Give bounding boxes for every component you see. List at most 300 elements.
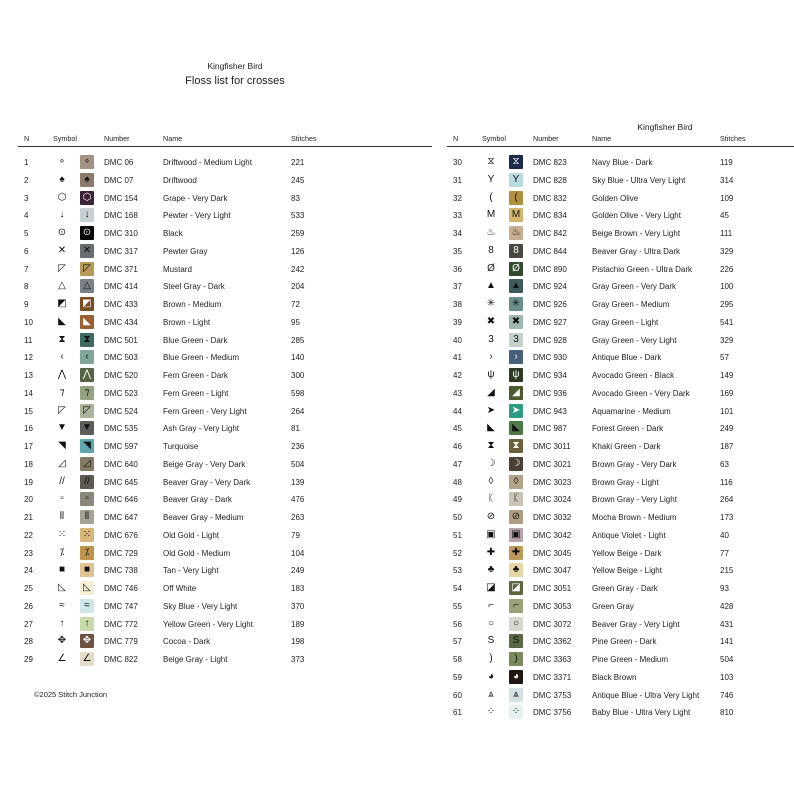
floss-row — [429, 546, 794, 563]
color-swatch: ≈ — [80, 599, 94, 613]
row-number: 7 — [24, 264, 29, 274]
floss-number: DMC 927 — [533, 317, 567, 327]
row-number: 55 — [453, 601, 462, 611]
floss-number: DMC 3371 — [533, 672, 572, 682]
stitch-count: 746 — [720, 690, 734, 700]
floss-number: DMC 3045 — [533, 548, 572, 558]
floss-row — [429, 404, 794, 421]
floss-name: Beaver Gray - Medium — [163, 513, 244, 522]
stitch-count: 370 — [291, 601, 305, 611]
floss-number: DMC 676 — [104, 530, 138, 540]
floss-name: Black — [163, 229, 183, 238]
floss-symbol-icon: 8 — [488, 244, 494, 256]
floss-symbol-icon: ♣ — [487, 564, 495, 576]
floss-row — [429, 652, 794, 669]
floss-name: Brown Gray - Very Light — [592, 495, 677, 505]
floss-number: DMC 3021 — [533, 459, 572, 469]
row-number: 23 — [24, 548, 33, 558]
color-swatch: ⦀ — [80, 510, 94, 524]
color-swatch: ↓ — [80, 208, 94, 222]
stitch-count: 295 — [720, 300, 734, 309]
floss-row — [0, 386, 420, 403]
floss-row — [429, 226, 794, 243]
color-swatch: S — [509, 634, 523, 648]
floss-number: DMC 926 — [533, 300, 567, 309]
row-number: 14 — [24, 388, 33, 398]
floss-name: Yellow Green - Very Light — [163, 619, 253, 629]
floss-symbol-icon: ⊘ — [486, 511, 496, 522]
row-number: 18 — [24, 459, 33, 469]
color-swatch: ▣ — [509, 528, 523, 542]
stitch-count: 249 — [720, 424, 734, 434]
floss-name: Baby Blue - Ultra Very Light — [592, 708, 691, 718]
row-number: 13 — [24, 371, 33, 380]
stitch-count: 109 — [720, 193, 734, 203]
color-swatch: ⬡ — [80, 191, 94, 205]
row-number: 37 — [453, 282, 462, 292]
floss-symbol-icon: ☽ — [486, 457, 496, 469]
floss-symbol-icon: ◣ — [58, 315, 66, 327]
floss-symbol-icon: ↑ — [59, 617, 65, 629]
floss-symbol-icon: ◩ — [57, 298, 67, 309]
floss-symbol-icon: ▫ — [60, 493, 64, 505]
floss-row — [429, 510, 794, 527]
floss-row — [429, 475, 794, 492]
floss-name: Gray Green - Very Light — [592, 335, 677, 345]
floss-name: Golden Olive - Very Light — [592, 211, 681, 221]
floss-symbol-icon: ◸ — [58, 262, 66, 274]
floss-symbol-icon: ➤ — [486, 404, 496, 416]
stitch-count: 169 — [720, 388, 734, 398]
stitch-count: 263 — [291, 513, 305, 522]
floss-name: Pine Green - Medium — [592, 655, 669, 664]
color-swatch: ⌐ — [509, 599, 523, 613]
floss-symbol-icon: S — [487, 635, 495, 647]
floss-number: DMC 3032 — [533, 513, 572, 522]
floss-number: DMC 3756 — [533, 708, 572, 718]
stitch-count: 116 — [720, 477, 733, 487]
stitch-count: 598 — [291, 388, 305, 398]
floss-number: DMC 3042 — [533, 530, 572, 540]
color-swatch: ✳ — [509, 297, 523, 311]
stitch-count: 140 — [291, 353, 305, 363]
floss-name: Antique Violet - Light — [592, 530, 666, 540]
floss-row — [0, 404, 420, 421]
row-number: 6 — [24, 246, 29, 256]
header-n: N — [453, 134, 459, 143]
floss-symbol-icon: ↓ — [59, 209, 65, 221]
row-number: 48 — [453, 477, 462, 487]
floss-symbol-icon: ▲ — [486, 280, 496, 292]
row-number: 2 — [24, 175, 29, 185]
floss-row — [0, 315, 420, 332]
color-swatch: ⧗ — [80, 333, 94, 347]
color-swatch: ✚ — [509, 546, 523, 560]
floss-symbol-icon: ⩓ — [488, 688, 494, 700]
floss-symbol-icon: 3 — [488, 333, 494, 345]
floss-row — [429, 350, 794, 367]
floss-name: Fern Green - Dark — [163, 371, 228, 380]
floss-name: Beaver Gray - Very Light — [592, 619, 680, 629]
color-swatch: ◿ — [80, 457, 94, 471]
floss-name: Green Gray — [592, 601, 634, 611]
color-swatch: ) — [509, 652, 523, 666]
stitch-count: 533 — [291, 211, 305, 221]
color-swatch: 8 — [509, 244, 523, 258]
floss-row — [429, 439, 794, 456]
floss-name: Sky Blue - Ultra Very Light — [592, 175, 686, 185]
row-number: 1 — [24, 158, 29, 167]
stitch-count: 173 — [720, 513, 734, 522]
row-number: 58 — [453, 655, 462, 664]
stitch-count: 198 — [291, 637, 305, 647]
floss-number: DMC 523 — [104, 388, 138, 398]
floss-symbol-icon: ♠ — [59, 173, 65, 185]
floss-row — [0, 279, 420, 296]
floss-row — [0, 510, 420, 527]
color-swatch: ⩓ — [509, 688, 523, 702]
floss-number: DMC 168 — [104, 211, 138, 221]
floss-name: Gray Green - Medium — [592, 300, 670, 309]
row-number: 9 — [24, 300, 29, 309]
floss-name: Mustard — [163, 264, 192, 274]
stitch-count: 264 — [720, 495, 734, 505]
floss-symbol-icon: ‹ — [60, 351, 64, 363]
color-swatch: › — [509, 350, 523, 364]
row-number: 19 — [24, 477, 33, 487]
floss-row — [0, 457, 420, 474]
floss-row — [0, 492, 420, 509]
row-number: 53 — [453, 566, 462, 576]
floss-symbol-icon: ◕ — [487, 670, 495, 682]
floss-symbol-icon: ⁊ — [59, 386, 65, 398]
floss-row — [429, 155, 794, 172]
floss-number: DMC 943 — [533, 406, 567, 416]
floss-name: Antique Blue - Ultra Very Light — [592, 690, 700, 700]
stitch-count: 63 — [720, 459, 729, 469]
floss-row — [0, 155, 420, 172]
floss-name: Old Gold - Medium — [163, 548, 231, 558]
floss-number: DMC 842 — [533, 229, 567, 238]
stitch-count: 103 — [720, 672, 734, 682]
color-swatch: ♨ — [509, 226, 523, 240]
color-swatch: ◕ — [509, 670, 523, 684]
header-n: N — [24, 134, 30, 143]
stitch-count: 104 — [291, 548, 305, 558]
floss-number: DMC 647 — [104, 513, 138, 522]
color-swatch: ✕ — [80, 244, 94, 258]
color-swatch: ↑ — [80, 617, 94, 631]
color-swatch: ✥ — [80, 634, 94, 648]
floss-number: DMC 317 — [104, 246, 138, 256]
color-swatch: ◊ — [509, 475, 523, 489]
color-swatch: ∘ — [80, 155, 94, 169]
color-swatch: ⋀ — [80, 368, 94, 382]
floss-number: DMC 738 — [104, 566, 138, 576]
floss-symbol-icon: ⁒ — [59, 546, 65, 558]
row-number: 20 — [24, 495, 33, 505]
stitch-count: 187 — [720, 442, 734, 451]
floss-row — [0, 652, 420, 669]
floss-name: Fern Green - Very Light — [163, 406, 247, 416]
floss-name: Avocado Green - Very Dark — [592, 388, 690, 398]
header-name: Name — [592, 134, 612, 143]
row-number: 59 — [453, 672, 462, 682]
header-number: Number — [533, 134, 559, 143]
floss-name: Blue Green - Medium — [163, 353, 240, 363]
stitch-count: 329 — [720, 335, 734, 345]
stitch-count: 93 — [720, 584, 729, 593]
floss-name: Pewter - Very Light — [163, 211, 231, 221]
floss-row — [429, 244, 794, 261]
row-number: 24 — [24, 566, 33, 576]
row-number: 35 — [453, 246, 462, 256]
floss-row — [429, 368, 794, 385]
row-number: 21 — [24, 513, 33, 522]
floss-name: Yellow Beige - Dark — [592, 548, 662, 558]
row-number: 45 — [453, 424, 462, 434]
floss-symbol-icon: ◪ — [486, 582, 496, 593]
row-number: 3 — [24, 193, 29, 203]
floss-number: DMC 535 — [104, 424, 138, 434]
floss-name: Black Brown — [592, 672, 637, 682]
color-swatch: M — [509, 208, 523, 222]
stitch-count: 57 — [720, 353, 729, 363]
row-number: 46 — [453, 442, 462, 451]
floss-row — [0, 368, 420, 385]
row-number: 42 — [453, 371, 462, 380]
row-number: 44 — [453, 406, 462, 416]
color-swatch: ⁙ — [80, 528, 94, 542]
row-number: 52 — [453, 548, 462, 558]
stitch-count: 72 — [291, 300, 300, 309]
floss-number: DMC 3023 — [533, 477, 572, 487]
floss-symbol-icon: ◿ — [58, 457, 66, 469]
color-swatch: ◸ — [80, 262, 94, 276]
floss-symbol-icon: › — [489, 351, 493, 363]
floss-symbol-icon: ◢ — [487, 386, 495, 398]
floss-symbol-icon: ◊ — [488, 475, 494, 487]
floss-name: Off White — [163, 584, 197, 593]
floss-number: DMC 07 — [104, 175, 134, 185]
floss-row — [0, 563, 420, 580]
floss-name: Mocha Brown - Medium — [592, 513, 677, 522]
floss-name: Pine Green - Dark — [592, 637, 657, 647]
floss-number: DMC 928 — [533, 335, 567, 345]
color-swatch: ⁒ — [80, 546, 94, 560]
floss-number: DMC 832 — [533, 193, 567, 203]
floss-symbol-icon: ⌐ — [488, 599, 494, 611]
floss-row — [0, 528, 420, 545]
copyright-notice: ©2025 Stitch Junction — [34, 690, 108, 699]
floss-symbol-icon: ∘ — [58, 156, 66, 167]
floss-number: DMC 414 — [104, 282, 138, 292]
row-number: 60 — [453, 690, 462, 700]
stitch-count: 300 — [291, 371, 305, 380]
floss-row — [0, 475, 420, 492]
color-swatch: ▼ — [80, 421, 94, 435]
color-swatch: 3 — [509, 333, 523, 347]
color-swatch: △ — [80, 279, 94, 293]
floss-row — [0, 244, 420, 261]
row-number: 32 — [453, 193, 462, 203]
floss-row — [429, 528, 794, 545]
floss-number: DMC 646 — [104, 495, 138, 505]
row-number: 51 — [453, 530, 462, 540]
floss-number: DMC 371 — [104, 264, 138, 274]
floss-number: DMC 890 — [533, 264, 567, 274]
floss-number: DMC 987 — [533, 424, 567, 434]
stitch-count: 314 — [720, 175, 734, 185]
color-swatch: ■ — [80, 563, 94, 577]
floss-number: DMC 844 — [533, 246, 567, 256]
floss-number: DMC 3363 — [533, 655, 572, 664]
floss-name: Pistachio Green - Ultra Dark — [592, 264, 693, 274]
floss-symbol-icon: ♨ — [486, 227, 496, 238]
color-swatch: ♠ — [80, 173, 94, 187]
floss-row — [0, 439, 420, 456]
floss-number: DMC 501 — [104, 335, 138, 345]
row-number: 10 — [24, 317, 33, 327]
color-swatch: ⁘ — [509, 705, 523, 719]
floss-row — [429, 634, 794, 651]
floss-name: Khaki Green - Dark — [592, 442, 661, 451]
right-table-header — [0, 134, 794, 146]
floss-row — [429, 279, 794, 296]
row-number: 39 — [453, 317, 462, 327]
floss-name: Blue Green - Dark — [163, 335, 228, 345]
floss-number: DMC 747 — [104, 601, 138, 611]
row-number: 49 — [453, 495, 462, 505]
row-number: 43 — [453, 388, 462, 398]
row-number: 8 — [24, 282, 29, 292]
header-symbol: Symbol — [53, 134, 77, 143]
row-number: 36 — [453, 264, 462, 274]
floss-name: Avocado Green - Black — [592, 371, 675, 380]
stitch-count: 183 — [291, 584, 305, 593]
row-number: 22 — [24, 530, 33, 540]
floss-row — [429, 457, 794, 474]
floss-name: Beaver Gray - Dark — [163, 495, 232, 505]
floss-symbol-icon: ✚ — [486, 546, 496, 558]
color-swatch: Ø — [509, 262, 523, 276]
floss-symbol-icon: ▣ — [486, 528, 496, 540]
floss-symbol-icon: ✥ — [57, 635, 67, 647]
row-number: 31 — [453, 175, 462, 185]
floss-symbol-icon: ψ — [487, 369, 495, 380]
floss-number: DMC 936 — [533, 388, 567, 398]
floss-symbol-icon: ⋀ — [57, 369, 67, 380]
color-swatch: ✖ — [509, 315, 523, 329]
floss-number: DMC 930 — [533, 353, 567, 363]
floss-name: Brown Gray - Very Dark — [592, 459, 677, 469]
floss-row — [0, 262, 420, 279]
floss-row — [429, 563, 794, 580]
color-swatch: ◩ — [80, 297, 94, 311]
color-swatch: Y — [509, 173, 523, 187]
floss-name: Steel Gray - Dark — [163, 282, 225, 292]
floss-row — [0, 350, 420, 367]
floss-row — [0, 546, 420, 563]
floss-row — [0, 599, 420, 616]
floss-name: Golden Olive — [592, 193, 639, 203]
stitch-count: 504 — [720, 655, 734, 664]
color-swatch: ◣ — [509, 421, 523, 435]
floss-symbol-icon: ✕ — [57, 244, 67, 256]
row-number: 33 — [453, 211, 462, 221]
floss-number: DMC 503 — [104, 353, 138, 363]
floss-name: Turquoise — [163, 442, 199, 451]
color-swatch: ♣ — [509, 563, 523, 577]
floss-symbol-icon: ⁙ — [57, 528, 67, 540]
floss-number: DMC 433 — [104, 300, 138, 309]
floss-name: Driftwood — [163, 175, 197, 185]
floss-number: DMC 729 — [104, 548, 138, 558]
floss-symbol-icon: ○ — [487, 617, 495, 629]
color-swatch: ◥ — [80, 439, 94, 453]
row-number: 12 — [24, 353, 33, 363]
row-number: 61 — [453, 708, 462, 718]
floss-name: Old Gold - Light — [163, 530, 220, 540]
row-number: 47 — [453, 459, 462, 469]
color-swatch: ψ — [509, 368, 523, 382]
floss-symbol-icon: Ø — [487, 262, 495, 274]
floss-row — [429, 386, 794, 403]
stitch-count: 245 — [291, 175, 305, 185]
floss-row — [0, 297, 420, 314]
floss-row — [429, 315, 794, 332]
floss-name: Beaver Gray - Very Dark — [163, 477, 251, 487]
color-swatch: ◸ — [80, 404, 94, 418]
floss-name: Pewter Gray — [163, 246, 208, 256]
floss-number: DMC 3024 — [533, 495, 572, 505]
floss-row — [0, 333, 420, 350]
floss-symbol-icon: ◸ — [58, 404, 66, 416]
stitch-count: 504 — [291, 459, 305, 469]
stitch-count: 149 — [720, 371, 734, 380]
row-number: 38 — [453, 300, 462, 309]
stitch-count: 236 — [291, 442, 305, 451]
floss-number: DMC 597 — [104, 442, 138, 451]
floss-name: Sky Blue - Very Light — [163, 601, 238, 611]
floss-row — [429, 617, 794, 634]
floss-number: DMC 779 — [104, 637, 138, 647]
floss-row — [0, 208, 420, 225]
floss-symbol-icon: △ — [58, 280, 66, 292]
stitch-count: 101 — [720, 406, 734, 416]
stitch-count: 40 — [720, 530, 729, 540]
floss-number: DMC 3053 — [533, 601, 572, 611]
color-swatch: ∠ — [80, 652, 94, 666]
floss-row — [429, 173, 794, 190]
floss-number: DMC 06 — [104, 158, 134, 167]
floss-number: DMC 822 — [104, 655, 138, 664]
left-header-rule — [18, 146, 432, 147]
header-name: Name — [163, 134, 183, 143]
row-number: 56 — [453, 619, 462, 629]
floss-symbol-icon: ⧗ — [487, 440, 495, 451]
stitch-count: 242 — [291, 264, 305, 274]
color-swatch: ◪ — [509, 581, 523, 595]
floss-row — [429, 599, 794, 616]
floss-name: Gray Green - Light — [592, 317, 659, 327]
floss-number: DMC 520 — [104, 371, 138, 380]
floss-symbol-icon: ⊙ — [57, 227, 67, 238]
color-swatch: ⧖ — [509, 155, 523, 169]
floss-name: Grape - Very Dark — [163, 193, 228, 203]
floss-name: Yellow Beige - Light — [592, 566, 662, 576]
floss-number: DMC 3753 — [533, 690, 572, 700]
